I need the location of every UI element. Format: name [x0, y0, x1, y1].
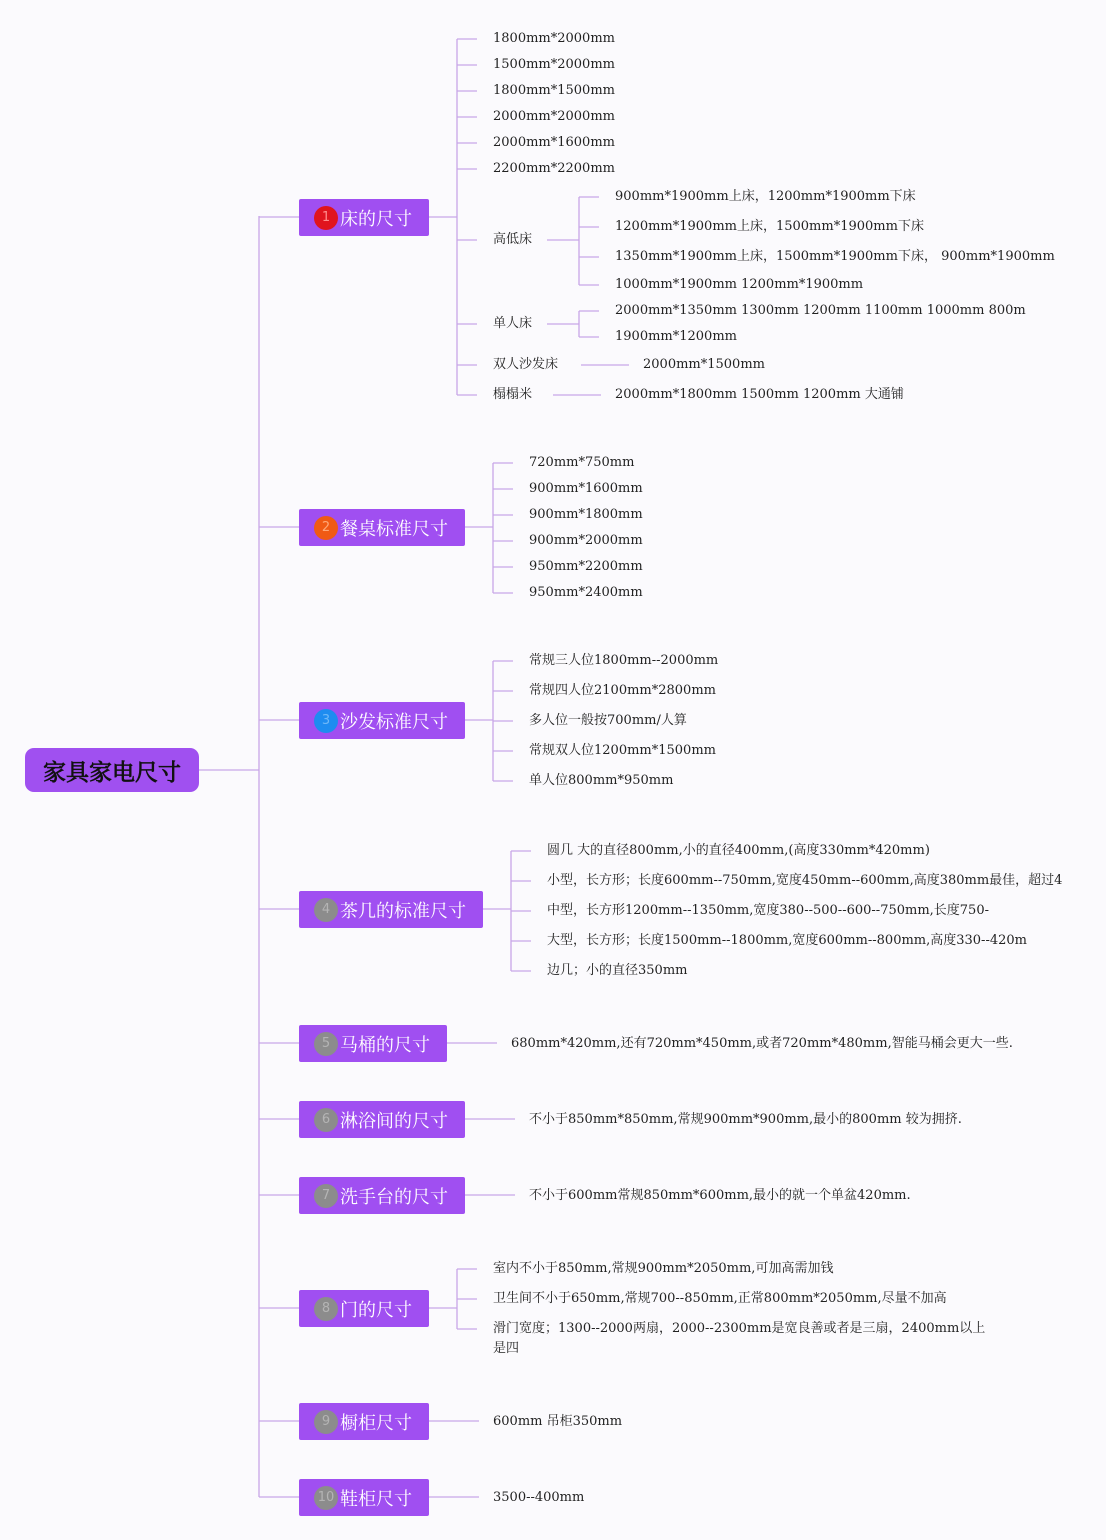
number-badge: 3	[314, 709, 338, 733]
leaf-item: 中型，长方形1200mm--1350mm,宽度380--500--600--750mm,长度750-	[547, 903, 989, 918]
leaf-item: 多人位一般按700mm/人算	[529, 713, 687, 728]
topic-1[interactable]	[299, 199, 429, 236]
leaf-item: 2000mm*1600mm	[493, 135, 615, 150]
topic-10[interactable]	[299, 1479, 429, 1516]
topic-9[interactable]	[299, 1403, 429, 1440]
leaf-item: 室内不小于850mm,常规900mm*2050mm,可加高需加钱	[493, 1261, 834, 1276]
leaf-item: 1800mm*1500mm	[493, 83, 615, 98]
subtopic-item: 1000mm*1900mm 1200mm*1900mm	[615, 277, 864, 292]
subtopic-label: 榻榻米	[493, 387, 533, 402]
topic-label: 淋浴间的尺寸	[340, 1110, 448, 1132]
leaf-item: 2200mm*2200mm	[493, 161, 615, 176]
number-badge: 4	[314, 898, 338, 922]
subtopic-item: 2000mm*1500mm	[643, 357, 765, 372]
topic-label: 洗手台的尺寸	[340, 1186, 448, 1208]
leaf-item: 1800mm*2000mm	[493, 31, 615, 46]
leaf-item: 常规四人位2100mm*2800mm	[529, 683, 716, 698]
subtopic-label: 单人床	[493, 316, 533, 331]
leaf-item: 边几；小的直径350mm	[547, 963, 688, 978]
leaf-item: 1500mm*2000mm	[493, 57, 615, 72]
leaf-item: 卫生间不小于650mm,常规700--850mm,正常800mm*2050mm,尽量不加高	[493, 1291, 947, 1306]
leaf-item: 大型，长方形；长度1500mm--1800mm,宽度600mm--800mm,高度330--420m	[547, 933, 1027, 948]
root-topic[interactable]: 家具家电尺寸	[25, 748, 199, 792]
leaf-item: 常规三人位1800mm--2000mm	[529, 653, 719, 668]
number-badge: 7	[314, 1184, 338, 1208]
leaf-item: 2000mm*2000mm	[493, 109, 615, 124]
subtopic-label: 高低床	[493, 232, 533, 247]
leaf-item: 单人位800mm*950mm	[529, 773, 674, 788]
topic-2[interactable]	[299, 509, 465, 546]
leaf-item: 不小于600mm常规850mm*600mm,最小的就一个单盆420mm.	[529, 1188, 911, 1203]
subtopic-item: 2000mm*1800mm 1500mm 1200mm 大通铺	[615, 387, 904, 402]
number-badge: 5	[314, 1032, 338, 1056]
leaf-item: 600mm 吊柜350mm	[493, 1414, 623, 1429]
number-badge: 10	[314, 1486, 338, 1510]
subtopic-item: 2000mm*1350mm 1300mm 1200mm 1100mm 1000mm 800m	[615, 303, 1026, 318]
topic-label: 床的尺寸	[340, 208, 412, 230]
leaf-item: 950mm*2400mm	[529, 585, 643, 600]
leaf-item: 720mm*750mm	[529, 455, 635, 470]
number-badge: 1	[314, 206, 338, 230]
leaf-item: 900mm*1800mm	[529, 507, 643, 522]
subtopic-item: 1200mm*1900mm上床，1500mm*1900mm下床	[615, 219, 924, 234]
subtopic-item: 900mm*1900mm上床，1200mm*1900mm下床	[615, 189, 916, 204]
topic-6[interactable]	[299, 1101, 465, 1138]
topic-label: 门的尺寸	[340, 1299, 412, 1321]
number-badge: 2	[314, 516, 338, 540]
number-badge: 6	[314, 1108, 338, 1132]
leaf-item: 3500--400mm	[493, 1490, 585, 1505]
topic-7[interactable]	[299, 1177, 465, 1214]
leaf-item: 常规双人位1200mm*1500mm	[529, 743, 716, 758]
topic-5[interactable]	[299, 1025, 447, 1062]
topic-label: 餐桌标准尺寸	[340, 518, 448, 540]
leaf-item: 900mm*2000mm	[529, 533, 643, 548]
subtopic-item: 1350mm*1900mm上床，1500mm*1900mm下床， 900mm*1900mm	[615, 249, 1055, 264]
leaf-item: 不小于850mm*850mm,常规900mm*900mm,最小的800mm 较为拥挤.	[529, 1112, 962, 1127]
leaf-item: 圆几 大的直径800mm,小的直径400mm,(高度330mm*420mm)	[547, 843, 930, 858]
topic-label: 马桶的尺寸	[340, 1034, 430, 1056]
leaf-item: 950mm*2200mm	[529, 559, 643, 574]
topic-label: 沙发标准尺寸	[340, 711, 448, 733]
topic-8[interactable]	[299, 1290, 429, 1327]
leaf-item: 滑门宽度；1300--2000两扇，2000--2300mm是宽良善或者是三扇，2400mm以上是四	[493, 1321, 986, 1356]
number-badge: 9	[314, 1410, 338, 1434]
topic-label: 鞋柜尺寸	[340, 1488, 412, 1510]
number-badge: 8	[314, 1297, 338, 1321]
topic-label: 茶几的标准尺寸	[340, 900, 466, 922]
leaf-item: 小型，长方形；长度600mm--750mm,宽度450mm--600mm,高度380mm最佳，超过4	[547, 873, 1063, 888]
topic-3[interactable]	[299, 702, 465, 739]
topic-4[interactable]	[299, 891, 483, 928]
leaf-item: 900mm*1600mm	[529, 481, 643, 496]
subtopic-label: 双人沙发床	[493, 357, 559, 372]
topic-label: 橱柜尺寸	[340, 1412, 412, 1434]
leaf-item: 680mm*420mm,还有720mm*450mm,或者720mm*480mm,智能马桶会更大一些.	[511, 1036, 1013, 1051]
subtopic-item: 1900mm*1200mm	[615, 329, 737, 344]
